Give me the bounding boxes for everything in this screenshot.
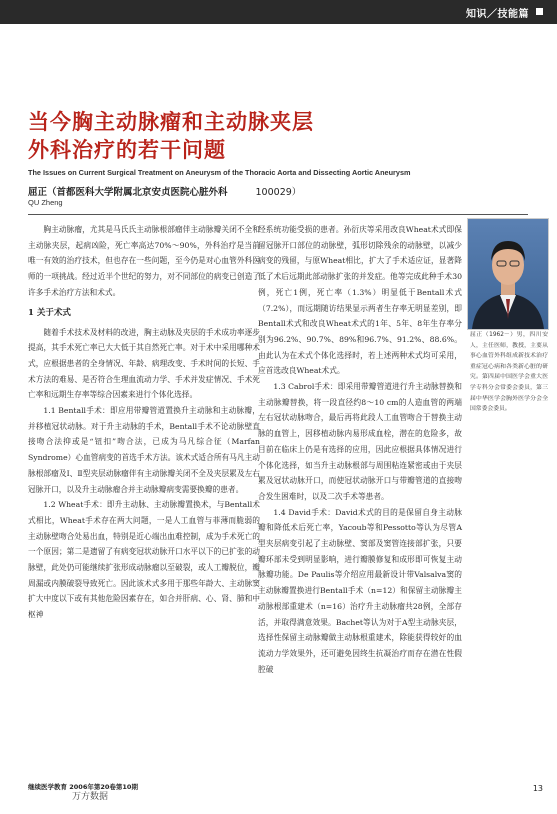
author-bio: 屈正（1962－）男，四川安人，主任医师，教授，主要从事心血管外科组成新技术治疗重症冠心病和各类新心脏的研究。第四届中国医学会重大医学专科分会常委会委员，第三届中华医学会胸外医学分会全国常委会委员。 (470, 332, 548, 413)
paragraph: 经系统功能受损的患者。孙衍庆等采用改良Wheat术式即保留冠脉开口部位的动脉壁，弧形切除残余的动脉壁，以减少病变的残留，与原Wheat相比，扩大了手术适应证，显著降低了术后远期此部动脉扩张的并发症。他等完成此种手术30例，死亡1例，死亡率（1.3%）明显低于Bentall术式（7.2%），而远期随访结果显示两者生存率无明显差别，即Bentall术式和改良Wheat术式的1年、5年、8年生存率分别为96.2%、90.7%、89%和96.7%、91.2%、88.6%。由此认为在术式个体化选择时，若上述两种术式均可采用，应首选改良Wheat术式。 (258, 225, 462, 376)
english-title: The Issues on Current Surgical Treatment on Aneurysm of the Thoracic Aorta and Dissecting Aortic Aneurysm (28, 168, 411, 177)
page-number: 13 (532, 784, 543, 793)
author-line (28, 184, 301, 198)
header-square-icon (536, 8, 543, 15)
article-title (28, 108, 328, 164)
column-1 (28, 222, 260, 623)
title-line-1: 当今胸主动脉瘤和主动脉夹层 (28, 109, 314, 134)
paragraph: 1.4 David手术：David术式的目的是保留自身主动脉瓣和降低术后死亡率，Yacoub等和Pessotto等认为尽管A型夹层病变引起了主动脉壁、窦部及窦管连接部扩张，只要瓣环部未受到明显影响，进行瓣膜修复和成形即可恢复主动脉瓣功能。De Paulis等介绍应用最新设计带Valsalva窦的主动脉瓣置换进行Bentall手术（n=12）和保留主动脉瓣主动脉根部重建术（n=16）治疗升主动脉瘤共28例，全部存活，并取得满意效果。Bachet等认为对于A型主动脉夹层，选择性保留主动脉瓣做主动脉根重建术，除能获得较好的血流动力学效果外，还可避免因终生抗凝治疗而存在潜在性假腔破 (258, 507, 462, 674)
header-bar (0, 0, 557, 24)
watermark-logo: 万方数据 (72, 792, 109, 802)
paragraph: 1.1 Bentall手术：即应用带瓣管道置换升主动脉和主动脉瓣，并移植冠状动脉。对于升主动脉的手术，Bentall手术不论动脉壁直接吻合法抑或是“钮扣”吻合法，已成为马凡综合征（Marfan Syndrome）心血管病变的首选手术方法。该术式适合所有马凡主动脉根部瘤及Ⅰ、Ⅱ型夹层动脉瘤伴有主动脉瓣关闭不全及夹层累及左右冠脉开口，以及升主动脉瘤合并主动脉瓣病变需要换瓣的患者。 (28, 406, 260, 494)
paragraph: 随着手术技术及材料的改进，胸主动脉及夹层的手术成功率逐步提高，其手术死亡率已大大低于其自然死亡率。对于术中采用哪种术式，应根据患者的全身情况、年龄、病理改变、手术时间的长短、手术方法的难易、是否符合生理血流动力学、手术并发症情况、手术死亡率和远期生存率等综合因素来进行个体化选择。 (28, 327, 260, 400)
paragraph: 1.2 Wheat手术：即升主动脉、主动脉瓣置换术，与Bentall术式相比，Wheat手术存在两大问题，一是人工血管与菲薄而脆弱的主动脉壁吻合处易出血，特别是近心端出血难控制，成为手术死亡的一个原因；第二是遗留了有病变冠状动脉开口水平以下的已扩张的动脉壁，此处仍可能继续扩张形成动脉瘤以至破裂，或人工瓣脱位，瓣周漏或内膜破裂导致死亡。因此该术式多用于那些年龄大、主动脉窦扩大中度以下或有其他危险因素存在，如合并肝病、心、肾、肺和中枢神 (28, 500, 260, 620)
author-english: QU Zheng (28, 198, 63, 207)
author-affiliation: 屈正（首都医科大学附属北京安贞医院心脏外科 (28, 187, 228, 198)
section-heading: 1 关于术式 (28, 307, 71, 318)
postcode: 100029） (255, 187, 302, 198)
paragraph: 1.3 Cabrol手术：即采用带瓣管道进行升主动脉替换和主动脉瓣替换，将一段直径约8～10 cm的人造血管的两端左右冠状动脉吻合，最后再将此段人工血管吻合于替换主动脉的血管上，因移植动脉内易形成血栓，潜在的危险多，故目前在临床上仍是有选择的应用，因此应根据具体情况进行个体化选择，如当升主动脉根部与周围粘连紧密或由于夹层累及冠状动脉开口，而使冠状动脉开口与带瓣管道的直接吻合发生困难时，以及二次手术等患者。 (258, 382, 462, 501)
section-label: 知识／技能篇 (466, 9, 529, 20)
journal-footer: 继续医学教育 2006年第20卷第10期 (28, 783, 138, 791)
title-line-2: 外科治疗的若干问题 (28, 137, 226, 162)
divider (28, 214, 528, 215)
column-2 (258, 222, 462, 677)
intro-paragraph: 胸主动脉瘤，尤其是马氏氏主动脉根部瘤伴主动脉瓣关闭不全和主动脉夹层，起病凶险，死亡率高达70%～90%，外科治疗是当前唯一有效的治疗技术，但也存在一些问题，至今仍是对心血管外科医师的一项挑战。经过近半个世纪的努力，对不同部位的病变已创造了许多手术治疗方法和术式。 (28, 225, 260, 297)
author-photo (467, 218, 549, 330)
